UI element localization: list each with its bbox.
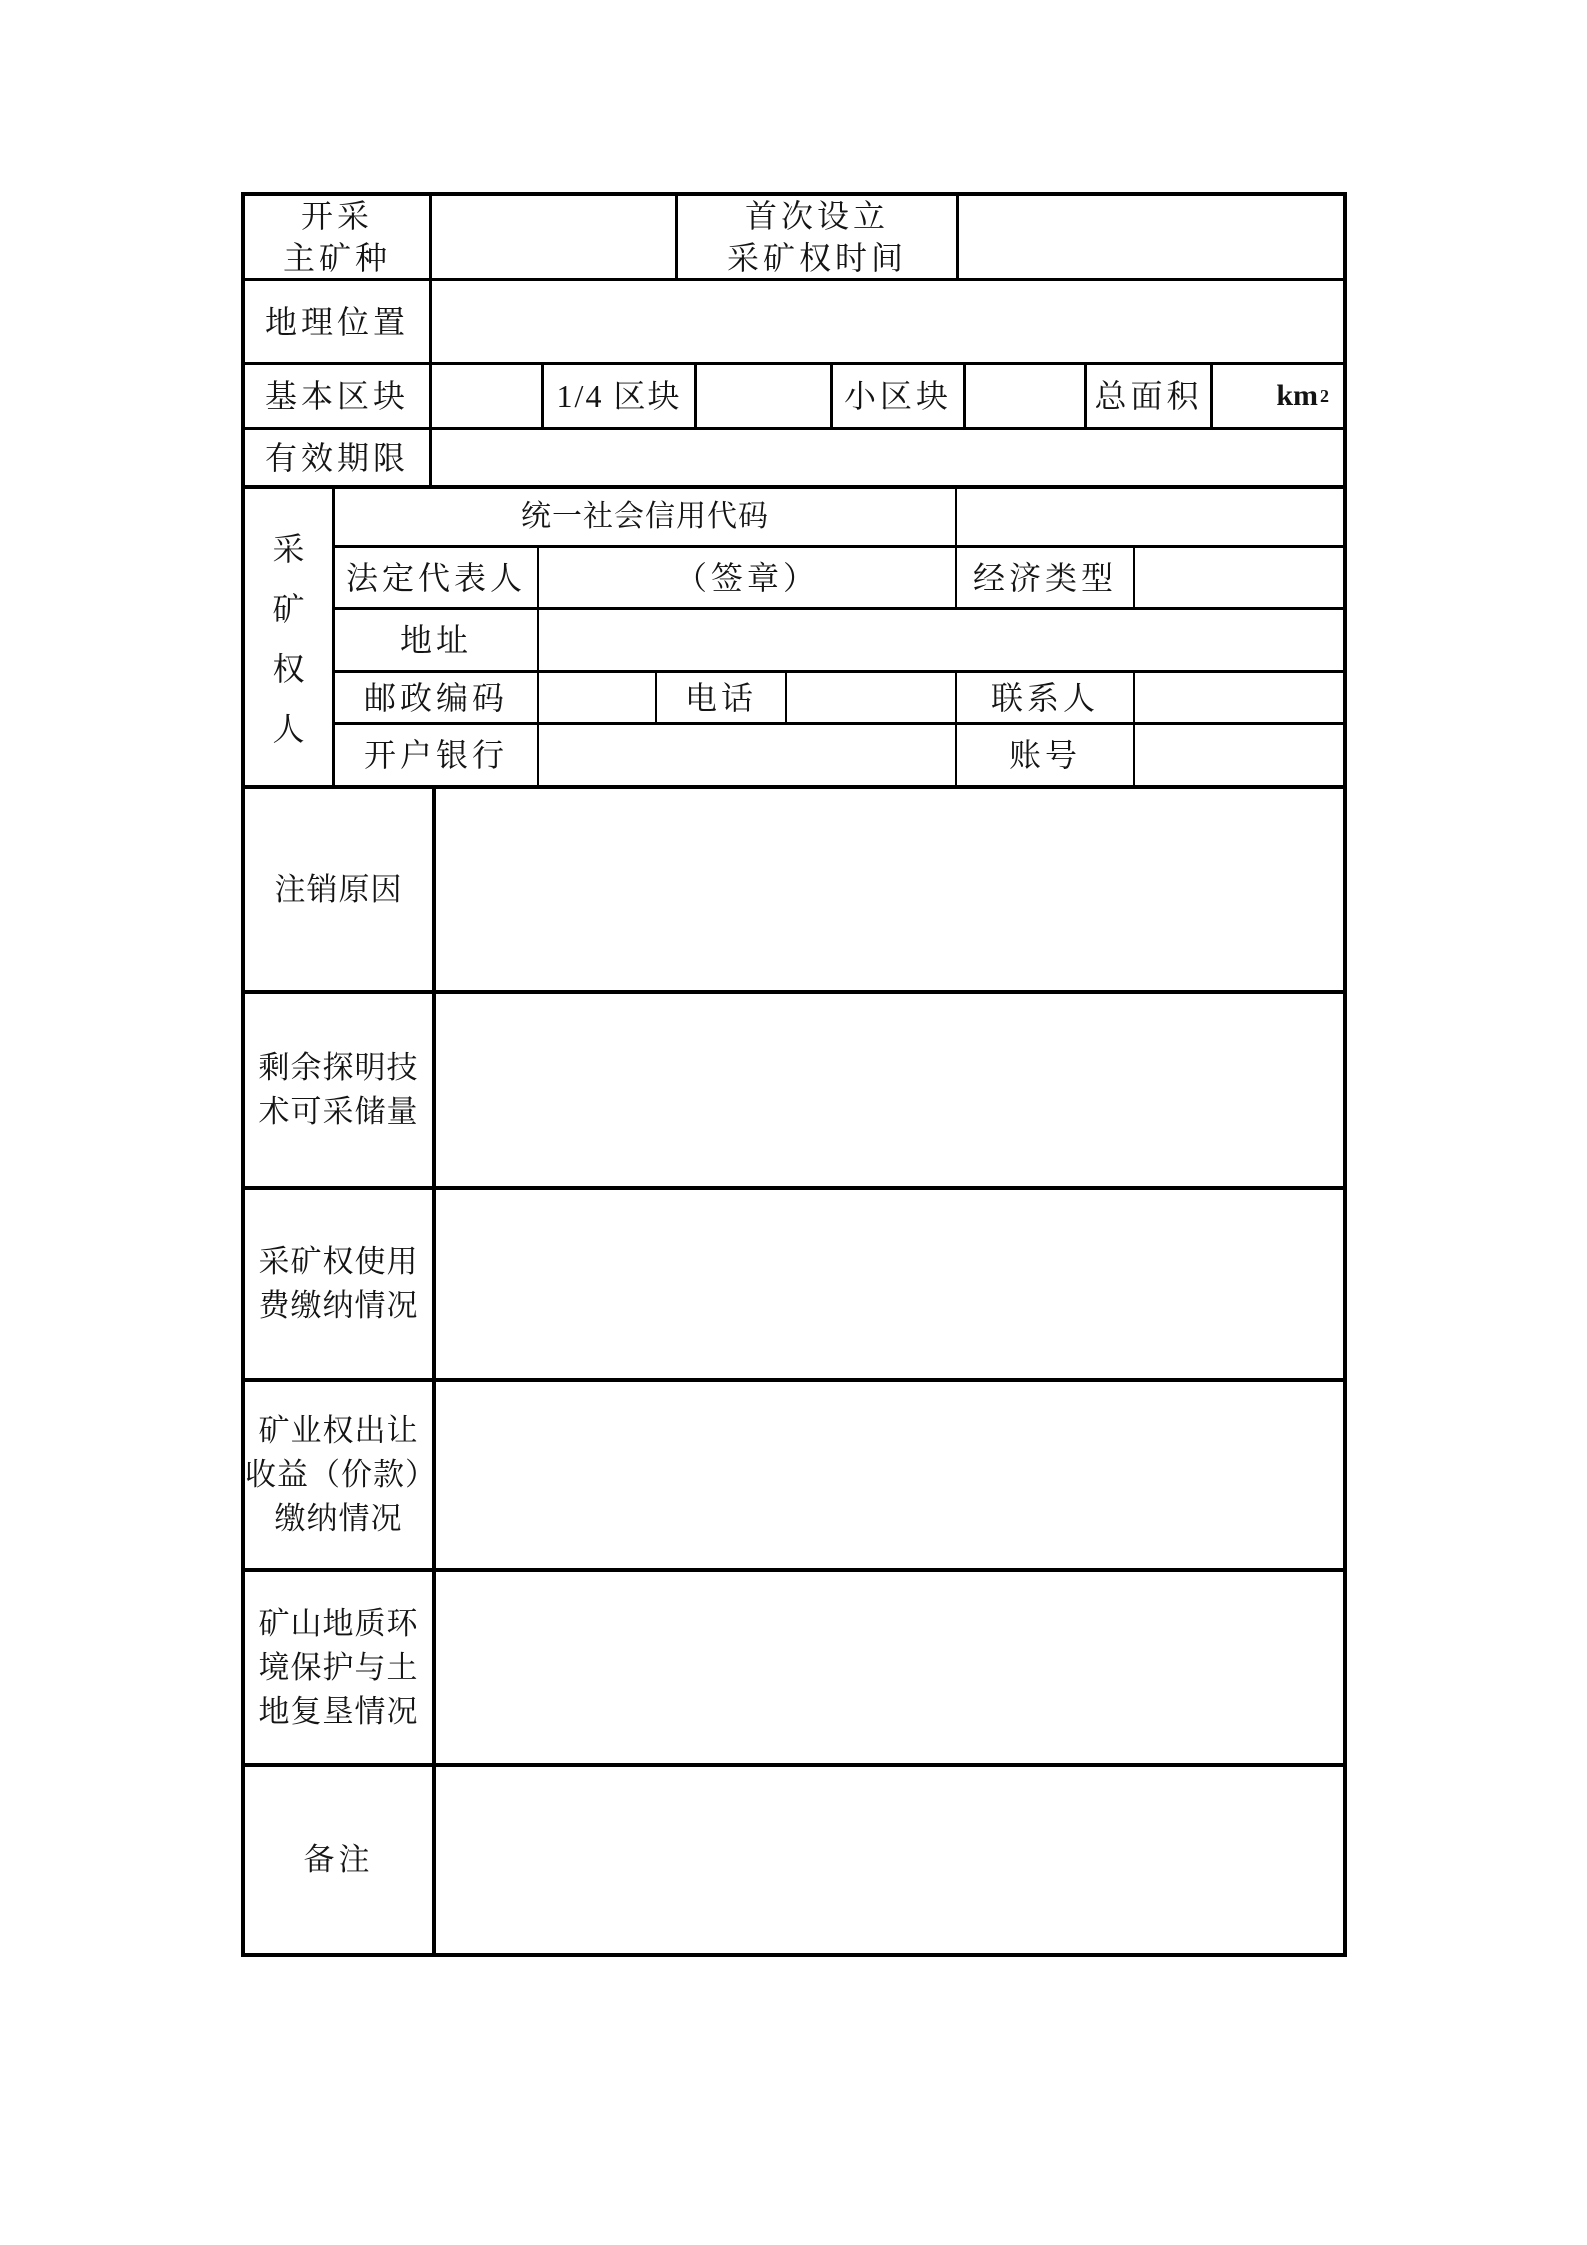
geo-environment-line3: 地复垦情况: [258, 1693, 419, 1729]
row-main-mineral: [245, 196, 1343, 278]
contact-label-text: 联系人: [990, 679, 1099, 716]
geo-environment-value-field[interactable]: [432, 1572, 1343, 1763]
phone-label: [655, 673, 785, 722]
geo-environment-label: [245, 1572, 432, 1763]
phone-value-field[interactable]: [785, 673, 955, 722]
geographic-location-label: [245, 281, 429, 362]
mining-rights-holder-vertical-label: [245, 489, 332, 785]
main-mineral-label: [245, 196, 429, 278]
usage-fee-payment-value-field[interactable]: [432, 1190, 1343, 1378]
postal-code-label: [335, 673, 537, 722]
bank-label-text: 开户银行: [363, 737, 508, 773]
transfer-income-payment-value-field[interactable]: [432, 1382, 1343, 1568]
holder-char-4: 人: [272, 711, 305, 747]
usage-fee-payment-label: [245, 1190, 432, 1378]
first-setup-time-value-field[interactable]: [956, 196, 1343, 278]
main-mineral-label-line1: 开采: [300, 198, 373, 234]
row-remarks: [245, 1763, 1343, 1953]
cancellation-reason-value-field[interactable]: [432, 789, 1343, 990]
remaining-reserves-line2: 术可采储量: [258, 1094, 419, 1129]
contact-value-field[interactable]: [1133, 673, 1343, 722]
row-geo-environment-reclamation: [245, 1568, 1343, 1763]
row-legal-representative: [335, 545, 1343, 607]
row-usage-fee-payment: [245, 1186, 1343, 1378]
geo-environment-line2: 境保护与土: [258, 1649, 419, 1685]
transfer-income-line3: 缴纳情况: [274, 1501, 403, 1536]
small-block-label: [830, 365, 963, 427]
main-mineral-value-field[interactable]: [429, 196, 675, 278]
credit-code-value-field[interactable]: [955, 489, 1343, 545]
basic-block-label: [245, 365, 429, 427]
transfer-income-payment-label: [245, 1382, 437, 1568]
quarter-block-label: [541, 365, 694, 427]
cancellation-reason-label-text: 注销原因: [274, 871, 403, 907]
legal-rep-label: [335, 548, 537, 607]
validity-period-label-text: 有效期限: [264, 439, 409, 476]
holder-char-2: 矿: [272, 591, 305, 627]
validity-period-label: [245, 430, 429, 485]
address-value-field[interactable]: [537, 610, 1343, 670]
economy-type-label-text: 经济类型: [972, 559, 1117, 596]
basic-block-value-field[interactable]: [429, 365, 541, 427]
basic-block-label-text: 基本区块: [264, 378, 409, 414]
area-unit-km: km: [1276, 379, 1318, 412]
legal-rep-label-text: 法定代表人: [345, 559, 526, 596]
first-setup-label-line2: 采矿权时间: [726, 240, 907, 276]
quarter-block-value-field[interactable]: [694, 365, 830, 427]
holder-char-3: 权: [272, 651, 305, 687]
account-value-field[interactable]: [1133, 725, 1343, 785]
row-remaining-reserves: [245, 990, 1343, 1186]
transfer-income-line1: 矿业权出让: [258, 1413, 419, 1448]
geographic-location-value-field[interactable]: [429, 281, 1343, 362]
address-label: [335, 610, 537, 670]
transfer-income-line2: 收益（价款）: [245, 1457, 437, 1492]
table-grid: [245, 196, 1343, 1953]
usage-fee-line2: 费缴纳情况: [258, 1288, 419, 1323]
row-geographic-location: [245, 278, 1343, 362]
geo-environment-line1: 矿山地质环: [258, 1605, 419, 1641]
credit-code-label: [335, 489, 955, 545]
row-validity-period: [245, 427, 1343, 485]
row-credit-code: [335, 489, 1343, 545]
seal-label-text: （签章）: [674, 559, 819, 596]
mining-rights-holder-block: [245, 485, 1343, 785]
holder-char-1: 采: [272, 531, 305, 567]
phone-label-text: 电话: [684, 679, 757, 716]
remarks-label-text: 备注: [303, 1842, 374, 1877]
small-block-label-text: 小区块: [843, 378, 952, 414]
total-area-label: [1084, 365, 1210, 427]
first-setup-label-line1: 首次设立: [744, 198, 889, 234]
remarks-label: [245, 1767, 432, 1953]
row-blocks: [245, 362, 1343, 427]
economy-type-value-field[interactable]: [1133, 548, 1343, 607]
row-cancellation-reason: [245, 785, 1343, 990]
contact-label: [955, 673, 1133, 722]
row-bank-account: [335, 722, 1343, 785]
bank-value-field[interactable]: [537, 725, 955, 785]
main-mineral-label-line2: 主矿种: [282, 240, 391, 276]
total-area-label-text: 总面积: [1094, 378, 1203, 414]
total-area-unit-field[interactable]: km 2: [1210, 365, 1343, 427]
cancellation-reason-label: [245, 789, 432, 990]
postal-code-value-field[interactable]: [537, 673, 655, 722]
remarks-value-field[interactable]: [432, 1767, 1343, 1953]
mining-rights-cancellation-form-table: [241, 192, 1347, 1957]
quarter-block-label-text: 1/4 区块: [556, 378, 682, 414]
remaining-reserves-label: [245, 994, 432, 1186]
bank-label: [335, 725, 537, 785]
holder-subgrid: [332, 489, 1343, 785]
account-label: [955, 725, 1133, 785]
credit-code-label-text: 统一社会信用代码: [521, 500, 769, 533]
small-block-value-field[interactable]: [963, 365, 1084, 427]
address-label-text: 地址: [399, 622, 472, 658]
usage-fee-line1: 采矿权使用: [258, 1244, 419, 1279]
economy-type-label: [955, 548, 1133, 607]
account-label-text: 账号: [1008, 737, 1081, 773]
row-postal-phone-contact: [335, 670, 1343, 722]
legal-rep-seal-field[interactable]: [537, 548, 955, 607]
row-address: [335, 607, 1343, 670]
validity-period-value-field[interactable]: [429, 430, 1343, 485]
remaining-reserves-value-field[interactable]: [432, 994, 1343, 1186]
geographic-location-label-text: 地理位置: [264, 303, 409, 340]
postal-code-label-text: 邮政编码: [363, 679, 508, 716]
first-setup-time-label: [675, 196, 956, 278]
row-transfer-income-payment: [245, 1378, 1343, 1568]
remaining-reserves-line1: 剩余探明技: [258, 1050, 419, 1085]
